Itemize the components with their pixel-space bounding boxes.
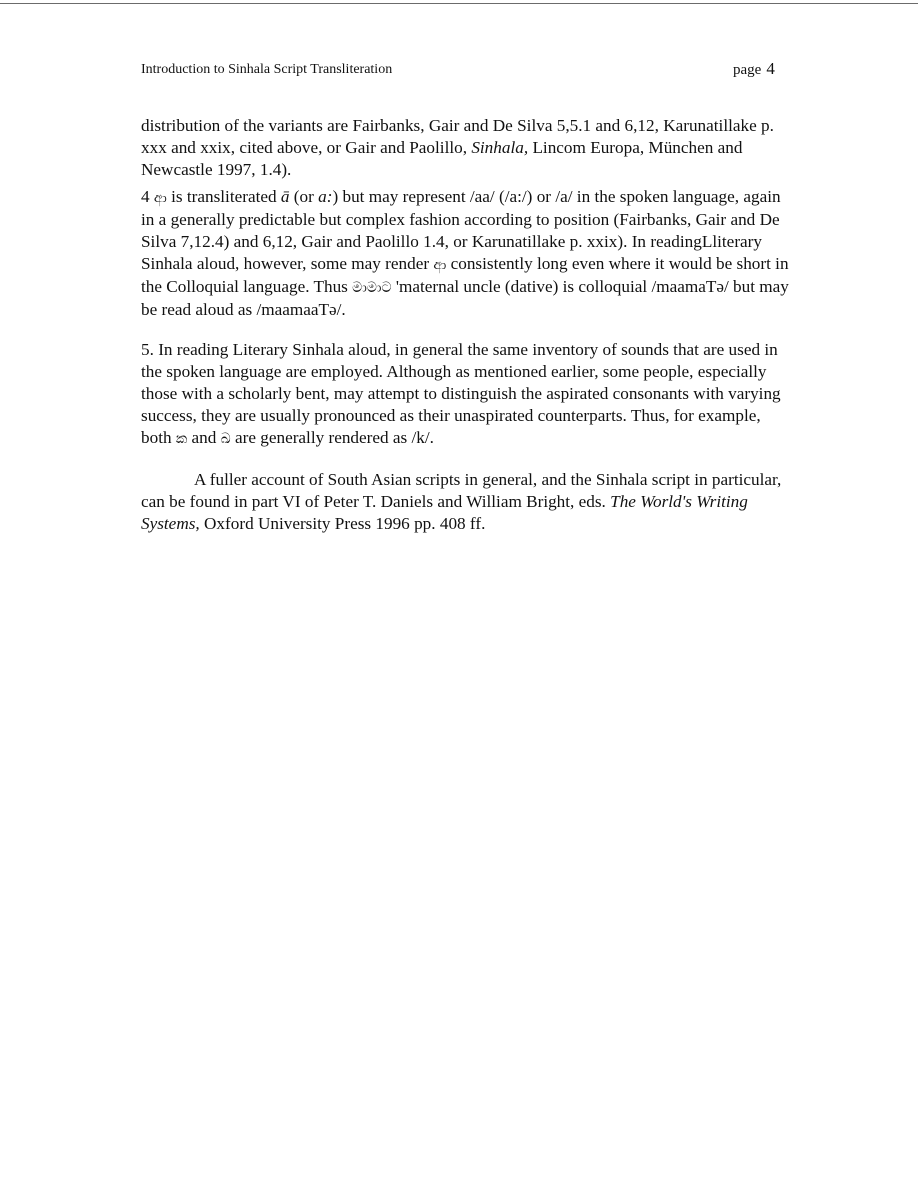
book-title-sinhala: Sinhala, xyxy=(471,138,529,157)
sinhala-letter-kha: ඛ xyxy=(220,431,231,447)
page-number: 4 xyxy=(766,59,775,78)
running-header-page xyxy=(733,59,775,80)
page-label: page xyxy=(733,62,762,78)
running-header-title: Introduction to Sinhala Script Transliteration xyxy=(141,62,393,77)
sinhala-letter-aa: ආ xyxy=(153,190,167,206)
sinhala-letter-ka: ක xyxy=(175,431,188,447)
paragraph-variants-distribution: distribution of the variants are Fairbanks, Gair and De Silva 5,5.1 and 6,12, Karunatillake p. xxx and xxix, cited above, or Gair and Paolillo, Sinhala, Lincom Europa, München and Newcastle 1997, 1.4). xyxy=(141,116,774,179)
top-rule xyxy=(0,3,918,4)
paragraph-note-5: 5. In reading Literary Sinhala aloud, in general the same inventory of sounds that are used in the spoken language are employed. Although as mentioned earlier, some people, especially those with a scholarly bent, may attempt to distinguish the aspirated consonants with varying success, they are usually pronounced as their unaspirated counterparts. Thus, for example, both ක and ඛ are generally rendered as /k/. xyxy=(141,340,781,447)
paragraph-further-reading: A fuller account of South Asian scripts in general, and the Sinhala script in particular, can be found in part VI of Peter T. Daniels and William Bright, eds. The World's Writing Systems, Oxford University Press 1996 pp. 408 ff. xyxy=(141,470,782,533)
paragraph-note-4: 4 ආ is transliterated ā (or a:) but may represent /aa/ (/a:/) or /a/ in the spoken language, again in a generally predictable but complex fashion according to position (Fairbanks, Gair and De Silva 7,12.4) and 6,12, Gair and Paolillo 1.4, or Karunatillake p. xxix). In readingLliterary Sinhala aloud, however, some may render ආ consistently long even where it would be short in the Colloquial language. Thus මාමාට 'maternal uncle (dative) is colloquial /maamaTə/ but may be read aloud as /maamaaTə/. xyxy=(141,187,789,319)
sinhala-letter-aa: ආ xyxy=(433,257,447,273)
book-title-worlds-writing-systems: The World's Writing Systems, xyxy=(141,492,748,533)
sinhala-word-maamaata: මාමාට xyxy=(352,280,392,296)
